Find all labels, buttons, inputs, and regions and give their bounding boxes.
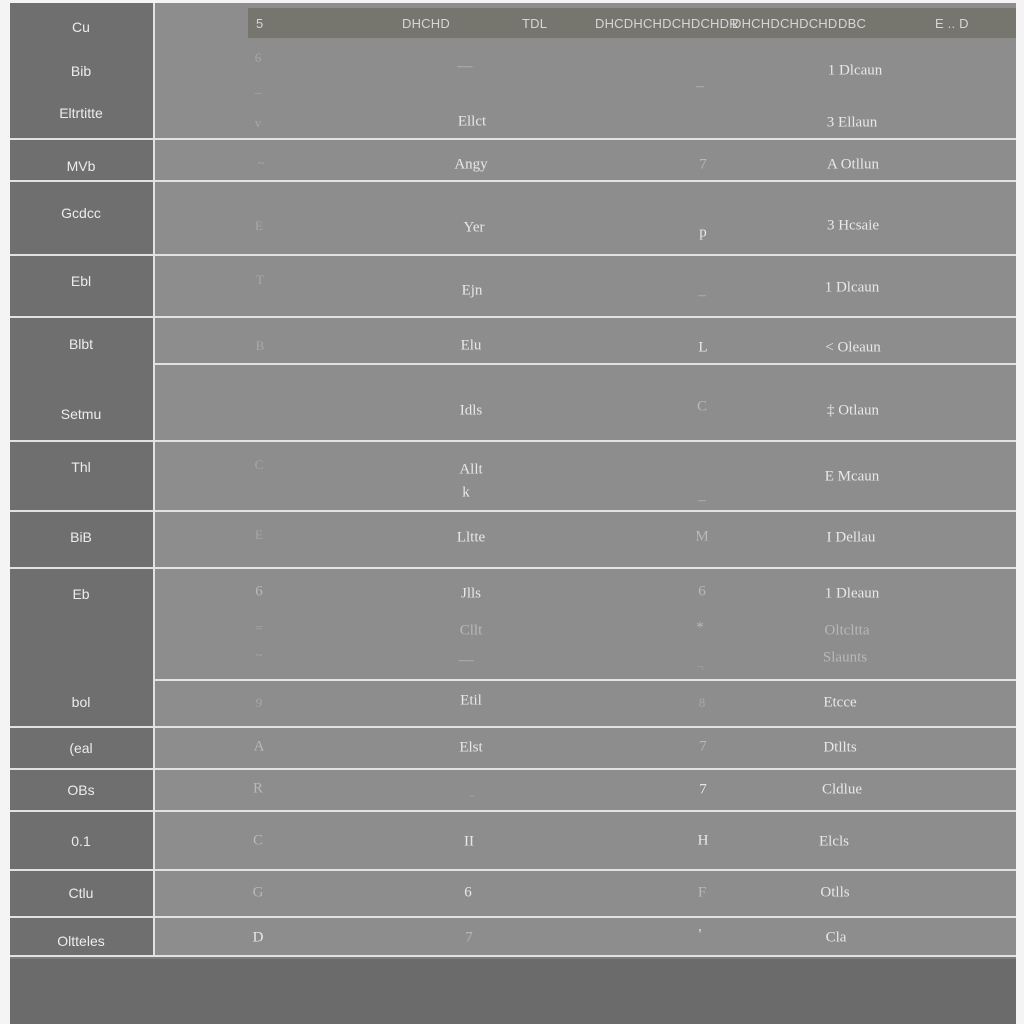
table-cell: C: [696, 398, 708, 415]
column-header-6[interactable]: DBC: [838, 16, 867, 31]
table-cell: Ellct: [457, 113, 487, 130]
table-cell: Otlls: [820, 884, 850, 901]
column-header-2[interactable]: DHCHD: [402, 16, 450, 31]
table-cell: 6: [464, 884, 472, 901]
table-cell: E: [255, 527, 263, 542]
row-label[interactable]: Oltteles: [57, 933, 105, 949]
table-cell: =: [255, 620, 263, 635]
table-cell: 7: [699, 156, 707, 173]
table-cell: Angy: [454, 156, 488, 173]
table-cell: Elu: [460, 337, 482, 354]
table-cell: Cla: [825, 929, 847, 946]
table-cell: —: [457, 58, 473, 75]
table-cell: _: [698, 282, 706, 299]
row-divider: [10, 180, 1016, 182]
table-cell: F: [697, 884, 707, 901]
table-cell: M: [695, 528, 709, 545]
row-divider: [153, 363, 1016, 365]
table-cell: B: [255, 338, 265, 353]
row-divider: [10, 869, 1016, 871]
footer-bar: [10, 959, 1016, 1024]
table-cell: 6: [254, 50, 262, 65]
table-cell: v: [254, 115, 262, 130]
row-divider: [10, 510, 1016, 512]
table-cell: Elst: [459, 739, 483, 756]
row-label[interactable]: BiB: [70, 529, 92, 545]
table-cell: _: [254, 80, 262, 95]
row-header-column: [10, 3, 153, 957]
row-divider: [10, 916, 1016, 918]
table-cell: Elcls: [819, 833, 849, 850]
table-body: [155, 3, 1016, 957]
table-cell: Lltte: [456, 529, 486, 546]
table-cell: 1 Dlcaun: [827, 62, 883, 79]
table-cell: -: [469, 787, 475, 802]
table-cell: *: [696, 619, 704, 636]
table-cell: Cllt: [459, 622, 483, 639]
table-cell: ': [698, 926, 702, 943]
row-label[interactable]: Setmu: [60, 406, 102, 422]
table-cell: 1 Dlcaun: [824, 279, 880, 296]
table-cell: 6: [698, 583, 706, 600]
table-cell: Cldlue: [822, 781, 862, 798]
table-cell: 1 Dleaun: [824, 585, 880, 602]
table-cell: _: [698, 487, 706, 504]
table-cell: 7: [699, 738, 707, 755]
table-cell: T: [256, 272, 264, 287]
row-label[interactable]: 0.1: [71, 833, 91, 849]
table-cell: p: [699, 224, 707, 241]
table-cell: < Oleaun: [825, 339, 881, 356]
row-divider: [10, 316, 1016, 318]
row-divider: [10, 138, 1016, 140]
row-divider: [10, 726, 1016, 728]
table-cell: C: [252, 832, 264, 849]
table-cell: D: [252, 929, 264, 946]
column-header-3[interactable]: TDL: [522, 16, 548, 31]
row-label[interactable]: Eb: [72, 586, 90, 602]
row-label[interactable]: Gcdcc: [61, 205, 101, 221]
table-cell: Jlls: [460, 585, 482, 602]
row-divider: [10, 567, 1016, 569]
table-cell: II: [464, 833, 474, 850]
table-cell: Allt: [459, 461, 483, 478]
row-divider: [10, 254, 1016, 256]
row-divider: [153, 679, 1016, 681]
row-label[interactable]: bol: [71, 694, 91, 710]
table-cell: Oltcltta: [824, 622, 870, 639]
table-cell: C: [254, 457, 264, 472]
table-cell: 7: [699, 781, 707, 798]
table-cell: H: [697, 832, 709, 849]
row-label[interactable]: OBs: [67, 782, 95, 798]
row-label[interactable]: Cu: [72, 19, 90, 35]
table-cell: Etcce: [823, 694, 857, 711]
table-cell: ~: [257, 155, 265, 170]
table-cell: E: [255, 218, 263, 233]
table-cell: 7: [465, 929, 473, 946]
table-cell: G: [252, 884, 264, 901]
table-cell: 3 Ellaun: [826, 114, 878, 131]
column-header-7[interactable]: E .. D: [935, 16, 969, 31]
table-cell: 3 Hcsaie: [826, 217, 880, 234]
table-cell: –: [696, 78, 704, 95]
column-divider: [153, 3, 155, 957]
table-cell: 6: [255, 583, 263, 600]
row-label[interactable]: Bib: [70, 63, 92, 79]
table-cell: L: [698, 339, 708, 356]
table-cell: k: [462, 484, 470, 501]
row-label[interactable]: Blbt: [68, 336, 94, 352]
row-label[interactable]: (eal: [69, 740, 93, 756]
row-label[interactable]: Eltrtitte: [59, 105, 103, 121]
row-label[interactable]: MVb: [66, 158, 96, 174]
row-divider: [10, 440, 1016, 442]
table-cell: 8: [698, 695, 706, 710]
row-label[interactable]: Ebl: [70, 273, 92, 289]
table-cell: Etil: [460, 692, 482, 709]
table-cell: ¬: [696, 659, 704, 674]
table-cell: Yer: [463, 219, 485, 236]
table-cell: Idls: [459, 402, 483, 419]
row-divider: [10, 955, 1016, 957]
table-cell: Dtllts: [823, 739, 857, 756]
row-divider: [10, 810, 1016, 812]
row-label[interactable]: Ctlu: [68, 885, 94, 901]
table-cell: I Dellau: [826, 529, 876, 546]
column-header-4[interactable]: DHCDHCHDCHDCHDR: [595, 16, 739, 31]
table-cell: A: [253, 738, 265, 755]
column-header-5[interactable]: DHCHDCHDCHD: [732, 16, 838, 31]
table-cell: ‡ Otlaun: [826, 402, 880, 419]
table-cell: 9: [255, 695, 263, 710]
table-cell: Ejn: [461, 282, 483, 299]
table-frame: [10, 3, 1016, 1024]
column-header-1[interactable]: 5: [256, 16, 264, 31]
row-label[interactable]: Thl: [71, 459, 91, 475]
row-divider: [10, 768, 1016, 770]
table-cell: —: [458, 652, 474, 669]
table-cell: Slaunts: [822, 649, 868, 666]
table-cell: E Mcaun: [824, 468, 880, 485]
table-cell: A Otllun: [826, 156, 880, 173]
table-cell: ~: [255, 647, 263, 662]
table-cell: R: [252, 780, 264, 797]
